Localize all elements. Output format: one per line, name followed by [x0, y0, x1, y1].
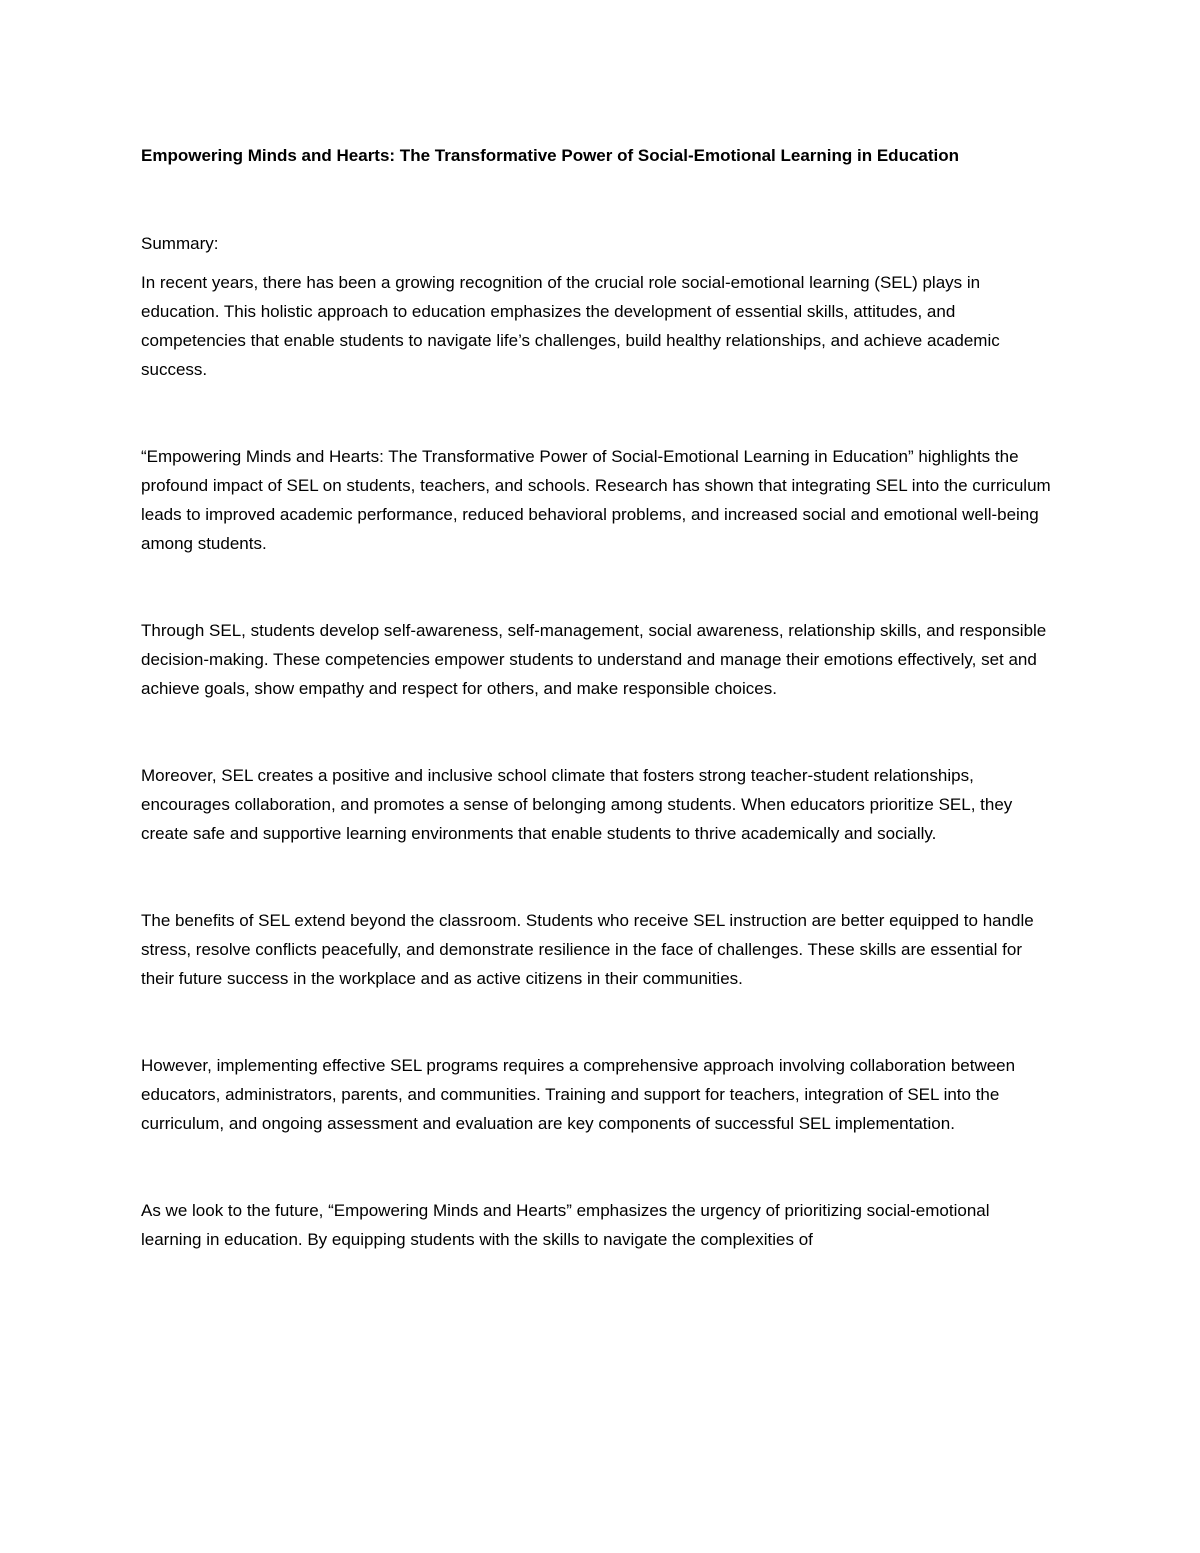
paragraph-3: Through SEL, students develop self-awareness, self-management, social awareness, relationship skills, and responsible decision-making. These competencies empower students to understand and manage their emotions effectively, set and achieve goals, show empathy and respect for others, and make responsible choices.: [141, 621, 1047, 698]
document-body: [141, 141, 1053, 1254]
summary-label: Summary:: [141, 234, 219, 253]
paragraph-1: In recent years, there has been a growing recognition of the crucial role social-emotional learning (SEL) plays in education. This holistic approach to education emphasizes the development of essential skills, attitudes, and competencies that enable students to navigate life’s challenges, build healthy relationships, and achieve academic success.: [141, 273, 1000, 379]
paragraph-7: As we look to the future, “Empowering Minds and Hearts” emphasizes the urgency of prioritizing social-emotional learning in education. By equipping students with the skills to navigate the complexities of: [141, 1201, 990, 1249]
paragraph-5: The benefits of SEL extend beyond the classroom. Students who receive SEL instruction are better equipped to handle stress, resolve conflicts peacefully, and demonstrate resilience in the face of challenges. These skills are essential for their future success in the workplace and as active citizens in their communities.: [141, 911, 1034, 988]
paragraph-2: “Empowering Minds and Hearts: The Transformative Power of Social-Emotional Learning in Education” highlights the profound impact of SEL on students, teachers, and schools. Research has shown that integrating SEL into the curriculum leads to improved academic performance, reduced behavioral problems, and increased social and emotional well-being among students.: [141, 447, 1051, 553]
paragraph-6: However, implementing effective SEL programs requires a comprehensive approach involving collaboration between educators, administrators, parents, and communities. Training and support for teachers, integration of SEL into the curriculum, and ongoing assessment and evaluation are key components of successful SEL implementation.: [141, 1056, 1016, 1133]
paragraph-4: Moreover, SEL creates a positive and inclusive school climate that fosters strong teacher-student relationships, encourages collaboration, and promotes a sense of belonging among students. When educators prioritize SEL, they create safe and supportive learning environments that enable students to thrive academically and socially.: [141, 766, 1013, 843]
document-title: Empowering Minds and Hearts: The Transformative Power of Social-Emotional Learning in Education: [141, 146, 960, 165]
